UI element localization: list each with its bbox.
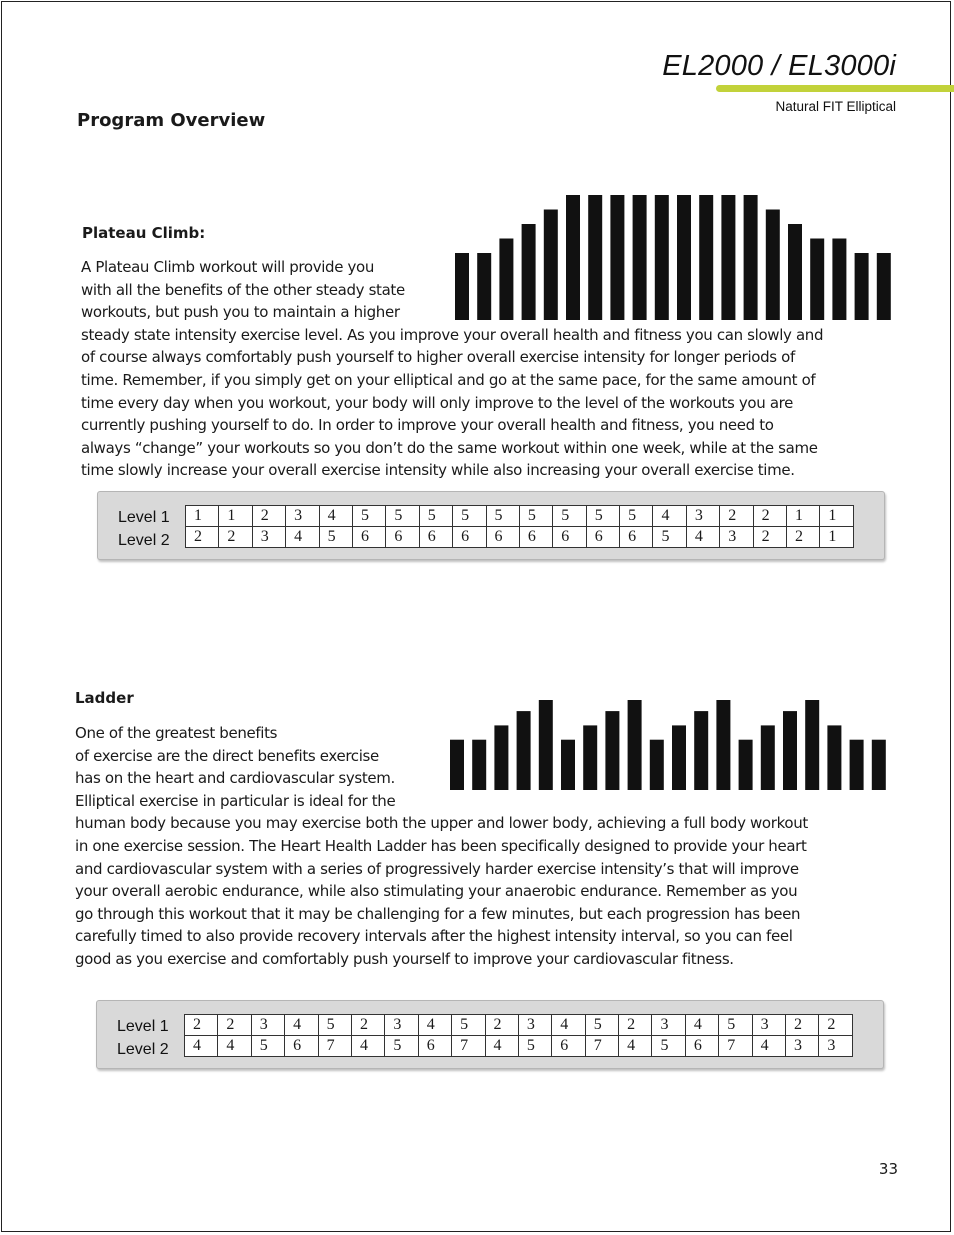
plateau-level1-cell: 1 (219, 506, 252, 527)
plateau-level2-cell: 6 (519, 527, 552, 548)
plateau-level2-cell: 4 (286, 527, 319, 548)
plateau-level1-cell: 3 (286, 506, 319, 527)
ladder-level2-cell: 4 (619, 1036, 652, 1057)
plateau-level2-cell: 2 (186, 527, 219, 548)
plateau-profile-bar (832, 239, 846, 321)
plateau-level1-cell: 5 (620, 506, 653, 527)
ladder-text-line: Elliptical exercise in particular is ideal for the (75, 791, 396, 810)
ladder-level2-cell: 6 (418, 1036, 451, 1057)
ladder-text-line: good as you exercise and comfortably push yourself to improve your cardiovascular fitness. (75, 949, 734, 968)
plateau-level1-cell: 5 (486, 506, 519, 527)
ladder-level2-cell: 3 (819, 1036, 852, 1057)
plateau-text-line: time every day when you workout, your body will only improve to the level of the workouts you are (81, 393, 794, 412)
ladder-level-table (184, 1014, 853, 1057)
ladder-level1-cell: 2 (619, 1015, 652, 1036)
ladder-text-line: your overall aerobic endurance, while also stimulating your anaerobic endurance. Remember as you (75, 882, 798, 901)
ladder-text-line: One of the greatest benefits (75, 724, 278, 742)
plateau-text-line: workouts, but push you to maintain a higher (81, 303, 400, 322)
plateau-level2-cell: 6 (620, 527, 653, 548)
ladder-level1-cell: 2 (786, 1015, 819, 1036)
plateau-level1-label: Level 1 (118, 509, 170, 526)
plateau-level1-cell: 1 (787, 506, 820, 527)
plateau-level1-cell: 5 (586, 506, 619, 527)
plateau-level2-cell: 5 (653, 527, 686, 548)
ladder-text-line: go through this workout that it may be challenging for a few minutes, but each progression has been (75, 904, 801, 923)
plateau-level2-row (186, 527, 854, 548)
ladder-level2-cell: 5 (518, 1036, 551, 1057)
plateau-level2-cell: 6 (486, 527, 519, 548)
ladder-level2-cell: 6 (685, 1036, 718, 1057)
ladder-level2-cell: 5 (652, 1036, 685, 1057)
ladder-level1-cell: 2 (351, 1015, 384, 1036)
plateau-level-table (185, 505, 854, 548)
plateau-level1-cell: 5 (419, 506, 452, 527)
plateau-level2-cell: 2 (219, 527, 252, 548)
plateau-text-line: steady state intensity exercise level. As you improve your overall health and fitness you can slowly and (81, 325, 824, 344)
plateau-text-line: of course always comfortably push yourself to higher overall exercise intensity for longer periods of (81, 348, 795, 367)
ladder-level1-cell: 2 (819, 1015, 852, 1036)
plateau-level1-cell: 4 (653, 506, 686, 527)
plateau-text-line: time slowly increase your overall exercise intensity while also increasing your overall exercise time. (81, 461, 795, 480)
plateau-text-line: always “change” your workouts so you don’t do the same workout within one week, while at the same (81, 438, 818, 457)
ladder-text-line: has on the heart and cardiovascular system. (75, 769, 395, 788)
ladder-level1-cell: 3 (251, 1015, 284, 1036)
ladder-level1-cell: 3 (385, 1015, 418, 1036)
plateau-level2-cell: 6 (419, 527, 452, 548)
plateau-level2-label: Level 2 (118, 532, 170, 549)
plateau-level2-cell: 3 (252, 527, 285, 548)
page-number: 33 (878, 1160, 898, 1178)
plateau-profile-bar (877, 253, 891, 320)
ladder-level2-cell: 4 (218, 1036, 251, 1057)
ladder-level2-cell: 7 (585, 1036, 618, 1057)
plateau-level2-cell: 6 (453, 527, 486, 548)
ladder-profile-bar (872, 740, 886, 790)
ladder-level2-cell: 4 (351, 1036, 384, 1057)
plateau-text-line: time. Remember, if you simply get on your elliptical and go at the same pace, for the same amount of (81, 370, 816, 389)
plateau-level1-cell: 5 (519, 506, 552, 527)
accent-bar (716, 85, 954, 92)
plateau-level2-cell: 6 (586, 527, 619, 548)
ladder-level1-cell: 4 (685, 1015, 718, 1036)
plateau-level1-cell: 2 (753, 506, 786, 527)
plateau-level2-cell: 6 (352, 527, 385, 548)
plateau-level1-cell: 2 (720, 506, 753, 527)
ladder-level1-cell: 3 (518, 1015, 551, 1036)
ladder-level1-cell: 2 (185, 1015, 218, 1036)
ladder-level1-cell: 3 (752, 1015, 785, 1036)
ladder-level1-cell: 2 (485, 1015, 518, 1036)
ladder-level2-cell: 6 (552, 1036, 585, 1057)
ladder-level2-cell: 3 (786, 1036, 819, 1057)
plateau-level2-cell: 1 (820, 527, 853, 548)
ladder-level1-cell: 5 (719, 1015, 752, 1036)
ladder-level1-cell: 4 (552, 1015, 585, 1036)
section-title: Program Overview (77, 110, 266, 131)
plateau-level1-cell: 1 (186, 506, 219, 527)
plateau-level2-cell: 3 (720, 527, 753, 548)
plateau-text-line: A Plateau Climb workout will provide you (81, 258, 375, 276)
plateau-level2-cell: 4 (686, 527, 719, 548)
ladder-level1-cell: 5 (585, 1015, 618, 1036)
ladder-level1-cell: 5 (452, 1015, 485, 1036)
plateau-level2-cell: 6 (386, 527, 419, 548)
ladder-text-line: human body because you may exercise both the upper and lower body, achieving a full body workout (75, 814, 808, 833)
ladder-level1-label: Level 1 (117, 1018, 169, 1035)
plateau-level1-cell: 2 (252, 506, 285, 527)
ladder-text-line: in one exercise session. The Heart Health Ladder has been specifically designed to provide your heart (75, 836, 807, 855)
ladder-description (75, 722, 808, 971)
plateau-level-panel (97, 491, 885, 560)
plateau-description (81, 256, 823, 482)
ladder-level2-cell: 7 (452, 1036, 485, 1057)
ladder-level2-cell: 5 (385, 1036, 418, 1057)
ladder-level1-row (185, 1015, 853, 1036)
ladder-level2-label: Level 2 (117, 1041, 169, 1058)
plateau-level1-cell: 1 (820, 506, 853, 527)
plateau-level1-cell: 5 (386, 506, 419, 527)
ladder-heading: Ladder (75, 689, 134, 707)
ladder-level2-cell: 4 (752, 1036, 785, 1057)
ladder-level1-cell: 5 (318, 1015, 351, 1036)
plateau-level1-cell: 4 (319, 506, 352, 527)
plateau-text-line: currently pushing yourself to do. In order to improve your overall health and fitness, you need to (81, 416, 774, 435)
ladder-level1-cell: 4 (418, 1015, 451, 1036)
plateau-profile-bar (855, 253, 869, 320)
ladder-level2-cell: 5 (251, 1036, 284, 1057)
ladder-text-line: of exercise are the direct benefits exercise (75, 746, 379, 765)
plateau-level1-cell: 3 (686, 506, 719, 527)
plateau-heading: Plateau Climb: (82, 224, 206, 242)
ladder-level2-row (185, 1036, 853, 1057)
plateau-level1-cell: 5 (352, 506, 385, 527)
plateau-text-line: with all the benefits of the other steady state (81, 280, 405, 299)
ladder-text-line: and cardiovascular system with a series of progressively harder exercise intensity’s that will improve (75, 859, 799, 878)
ladder-level2-cell: 7 (318, 1036, 351, 1057)
ladder-level2-cell: 4 (485, 1036, 518, 1057)
product-subtitle: Natural FIT Elliptical (775, 99, 896, 114)
plateau-level2-cell: 2 (787, 527, 820, 548)
ladder-level2-cell: 6 (285, 1036, 318, 1057)
ladder-level2-cell: 4 (185, 1036, 218, 1057)
ladder-level1-cell: 3 (652, 1015, 685, 1036)
plateau-level1-row (186, 506, 854, 527)
ladder-profile-bar (827, 725, 841, 790)
plateau-level2-cell: 5 (319, 527, 352, 548)
model-title: EL2000 / EL3000i (662, 50, 896, 82)
ladder-level1-cell: 4 (285, 1015, 318, 1036)
ladder-level2-cell: 7 (719, 1036, 752, 1057)
ladder-text-line: carefully timed to also provide recovery intervals after the highest intensity interval, so you can feel (75, 927, 793, 946)
plateau-level2-cell: 2 (753, 527, 786, 548)
ladder-profile-bar (850, 740, 864, 790)
plateau-level1-cell: 5 (453, 506, 486, 527)
ladder-level1-cell: 2 (218, 1015, 251, 1036)
ladder-level-panel (96, 1000, 884, 1069)
plateau-level1-cell: 5 (553, 506, 586, 527)
plateau-level2-cell: 6 (553, 527, 586, 548)
